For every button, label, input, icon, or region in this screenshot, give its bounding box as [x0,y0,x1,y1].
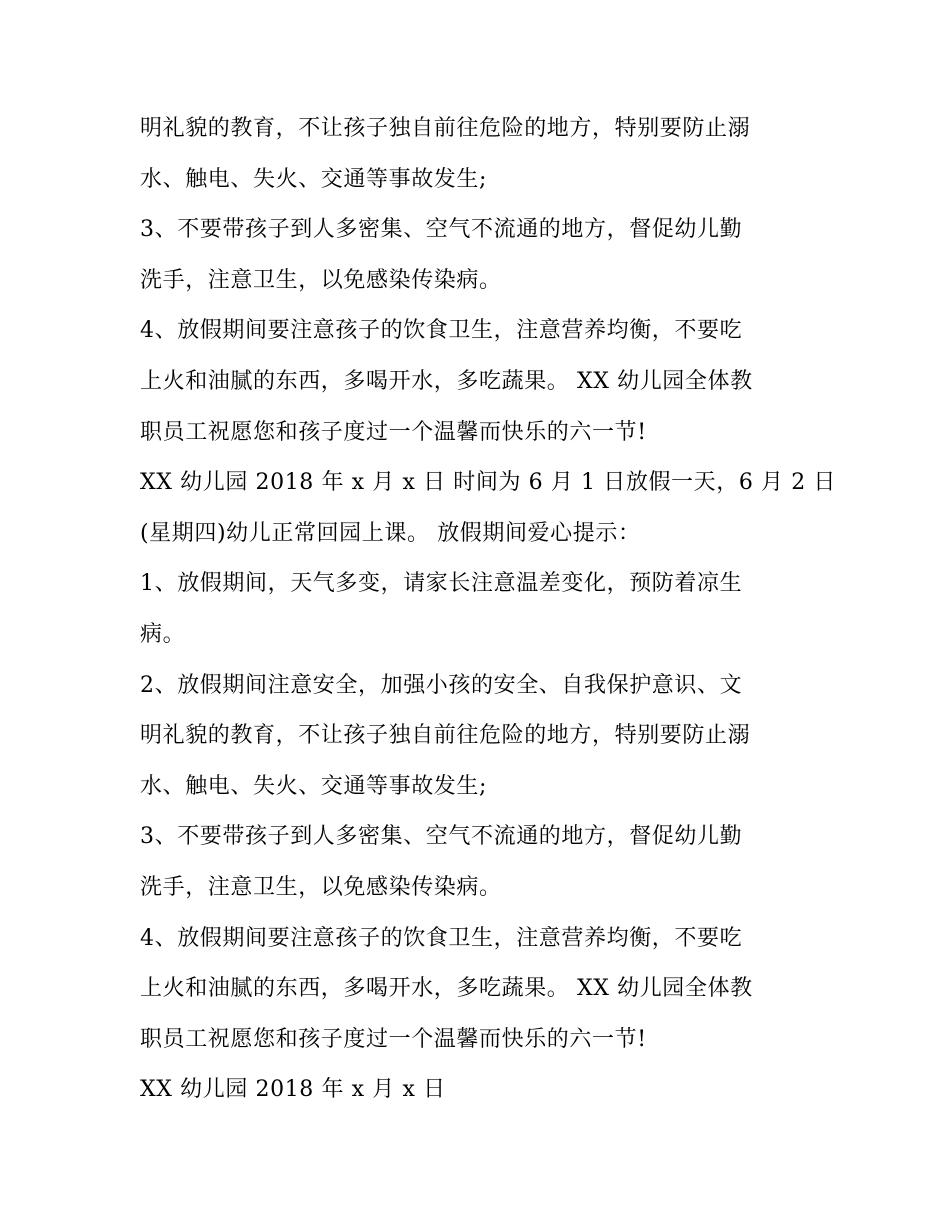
text-line: 洗手，注意卫生，以免感染传染病。 [140,874,502,900]
text-line: 3、不要带孩子到人多密集、空气不流通的地方，督促幼儿勤 [140,217,743,243]
text-line: 上火和油腻的东西，多喝开水，多吃蔬果。 XX 幼儿园全体教 [140,368,753,394]
text-line: 水、触电、失火、交通等事故发生; [140,166,488,192]
text-line: 1、放假期间，天气多变，请家长注意温差变化，预防着凉生 [140,571,743,597]
text-line: 4、放假期间要注意孩子的饮食卫生，注意营养均衡，不要吃 [140,925,743,951]
text-line: 4、放假期间要注意孩子的饮食卫生，注意营养均衡，不要吃 [140,318,743,344]
text-line: 2、放假期间注意安全，加强小孩的安全、自我保护意识、文 [140,672,743,698]
text-line: 水、触电、失火、交通等事故发生; [140,773,488,799]
text-line: 明礼貌的教育，不让孩子独自前往危险的地方，特别要防止溺 [140,116,751,141]
text-line: 3、不要带孩子到人多密集、空气不流通的地方，督促幼儿勤 [140,824,743,850]
text-line: 洗手，注意卫生，以免感染传染病。 [140,267,502,293]
text-line: 职员工祝愿您和孩子度过一个温馨而快乐的六一节! [140,419,647,445]
text-line: 病。 [140,621,186,647]
text-line: (星期四)幼儿正常回园上课。 放假期间爱心提示： [140,520,641,546]
text-line: XX 幼儿园 2018 年 x 月 x 日 [140,1077,446,1103]
text-line: 明礼貌的教育，不让孩子独自前往危险的地方，特别要防止溺 [140,723,751,749]
text-line: 上火和油腻的东西，多喝开水，多吃蔬果。 XX 幼儿园全体教 [140,976,753,1002]
text-line: 职员工祝愿您和孩子度过一个温馨而快乐的六一节! [140,1026,647,1052]
text-line: XX 幼儿园 2018 年 x 月 x 日 时间为 6 月 1 日放假一天，6 月 2 日 [140,470,837,496]
document-body [140,104,837,1116]
